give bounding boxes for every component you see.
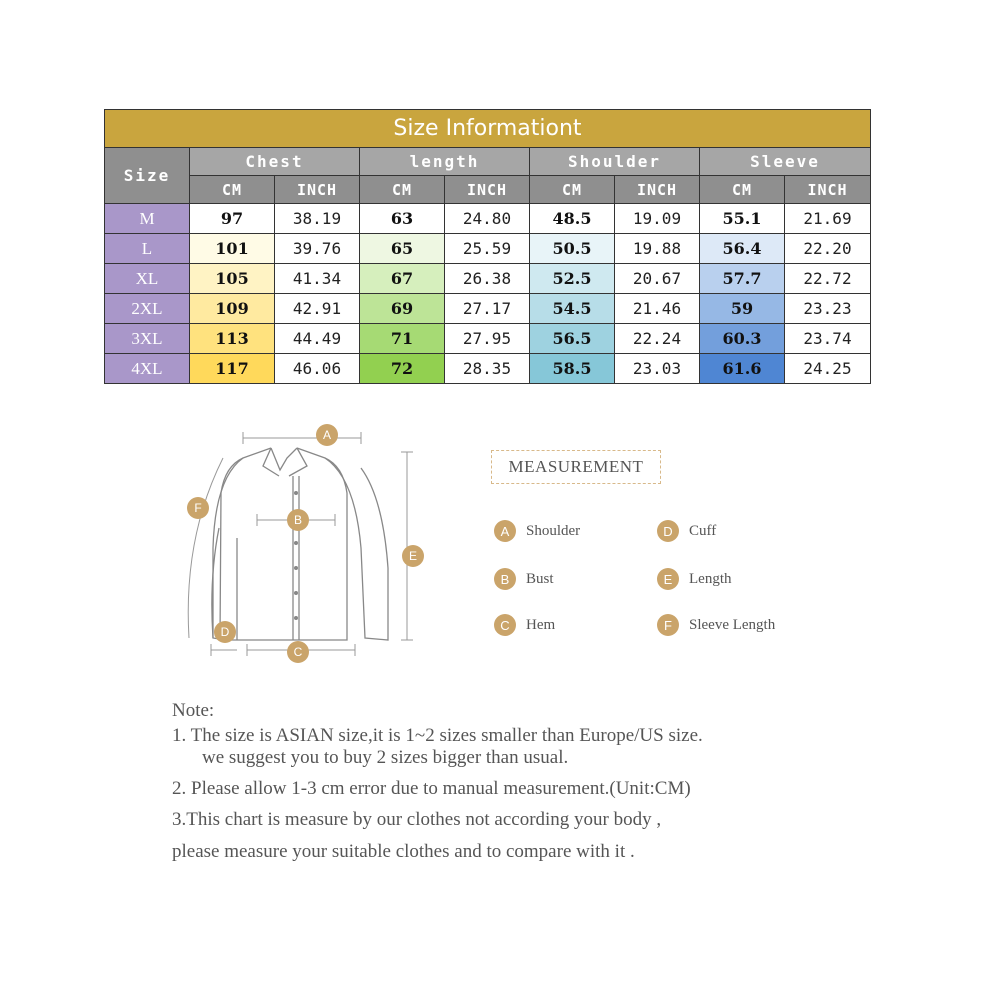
cm-cell: 57.7 [700, 264, 785, 294]
size-label: XL [105, 264, 190, 294]
note-1-line-1: 1. The size is ASIAN size,it is 1~2 sizes smaller than Europe/US size. [172, 725, 703, 746]
inch-cell: 39.76 [275, 234, 360, 264]
table-row [105, 264, 871, 294]
size-column-header: Size [105, 148, 190, 204]
inch-cell: 24.25 [785, 354, 871, 384]
cm-cell: 67 [360, 264, 445, 294]
legend-bust [494, 568, 554, 590]
inch-cell: 22.20 [785, 234, 871, 264]
inch-cell: 22.24 [615, 324, 700, 354]
unit-header: CM [530, 176, 615, 204]
badge-f-icon: F [657, 614, 679, 636]
notes-section [172, 700, 872, 863]
cm-cell: 113 [190, 324, 275, 354]
inch-cell: 23.03 [615, 354, 700, 384]
legend-label: Bust [526, 570, 554, 587]
legend-label: Cuff [689, 522, 717, 539]
inch-cell: 22.72 [785, 264, 871, 294]
legend-sleeve-length [657, 614, 775, 636]
inch-cell: 25.59 [445, 234, 530, 264]
notes-title: Note: [172, 700, 215, 721]
badge-a-icon: A [494, 520, 516, 542]
svg-text:B: B [293, 513, 303, 527]
table-title: Size Informationt [105, 110, 871, 148]
inch-cell: 38.19 [275, 204, 360, 234]
cm-cell: 56.5 [530, 324, 615, 354]
inch-cell: 44.49 [275, 324, 360, 354]
sleeve-header: Sleeve [700, 148, 871, 176]
shoulder-header: Shoulder [530, 148, 700, 176]
legend-label: Length [689, 570, 732, 587]
inch-cell: 26.38 [445, 264, 530, 294]
svg-text:C: C [293, 645, 303, 659]
cm-cell: 54.5 [530, 294, 615, 324]
badge-f-icon [187, 497, 209, 519]
svg-text:F: F [194, 501, 202, 515]
size-label: 4XL [105, 354, 190, 384]
cm-cell: 56.4 [700, 234, 785, 264]
shirt-diagram [175, 418, 445, 668]
legend-hem [494, 614, 555, 636]
badge-d-icon: D [657, 520, 679, 542]
table-row [105, 294, 871, 324]
cm-cell: 59 [700, 294, 785, 324]
note-3-line-1: 3.This chart is measure by our clothes not according your body , [172, 809, 662, 830]
badge-a-icon [316, 424, 338, 446]
legend-length [657, 568, 732, 590]
cm-cell: 58.5 [530, 354, 615, 384]
unit-header: INCH [445, 176, 530, 204]
cm-cell: 60.3 [700, 324, 785, 354]
svg-text:E: E [408, 549, 418, 563]
badge-b-icon: B [494, 568, 516, 590]
note-1 [172, 725, 872, 769]
inch-cell: 41.34 [275, 264, 360, 294]
inch-cell: 42.91 [275, 294, 360, 324]
cm-cell: 72 [360, 354, 445, 384]
inch-cell: 23.23 [785, 294, 871, 324]
cm-cell: 65 [360, 234, 445, 264]
legend-label: Shoulder [526, 522, 581, 539]
cm-cell: 109 [190, 294, 275, 324]
cm-cell: 71 [360, 324, 445, 354]
inch-cell: 23.74 [785, 324, 871, 354]
table-row [105, 354, 871, 384]
inch-cell: 24.80 [445, 204, 530, 234]
cm-cell: 97 [190, 204, 275, 234]
legend-label: Hem [526, 616, 556, 633]
cm-cell: 55.1 [700, 204, 785, 234]
cm-cell: 50.5 [530, 234, 615, 264]
unit-header: INCH [275, 176, 360, 204]
inch-cell: 27.17 [445, 294, 530, 324]
badge-b-icon [287, 509, 309, 531]
inch-cell: 19.09 [615, 204, 700, 234]
note-1-line-2: we suggest you to buy 2 sizes bigger than usual. [202, 747, 569, 768]
inch-cell: 21.46 [615, 294, 700, 324]
size-label: 3XL [105, 324, 190, 354]
unit-header: CM [700, 176, 785, 204]
inch-cell: 27.95 [445, 324, 530, 354]
cm-cell: 101 [190, 234, 275, 264]
badge-c-icon [287, 641, 309, 663]
svg-text:D: D [220, 625, 230, 639]
table-row [105, 234, 871, 264]
svg-text:A: A [322, 428, 332, 442]
cm-cell: 52.5 [530, 264, 615, 294]
badge-d-icon [214, 621, 236, 643]
note-3-line-2: please measure your suitable clothes and to compare with it . [172, 841, 635, 862]
cm-cell: 69 [360, 294, 445, 324]
badge-e-icon [402, 545, 424, 567]
measurement-heading: MEASUREMENT [491, 450, 661, 484]
cm-cell: 105 [190, 264, 275, 294]
size-label: L [105, 234, 190, 264]
table-row [105, 204, 871, 234]
size-label: 2XL [105, 294, 190, 324]
legend-cuff [657, 520, 716, 542]
cm-cell: 61.6 [700, 354, 785, 384]
cm-cell: 63 [360, 204, 445, 234]
unit-header: CM [190, 176, 275, 204]
badge-c-icon: C [494, 614, 516, 636]
unit-header: INCH [615, 176, 700, 204]
legend-label: Sleeve Length [689, 616, 776, 633]
size-table [104, 109, 871, 384]
inch-cell: 21.69 [785, 204, 871, 234]
table-row [105, 324, 871, 354]
inch-cell: 19.88 [615, 234, 700, 264]
inch-cell: 46.06 [275, 354, 360, 384]
length-header: length [360, 148, 530, 176]
size-label: M [105, 204, 190, 234]
unit-header: INCH [785, 176, 871, 204]
legend-shoulder [494, 520, 580, 542]
badge-e-icon: E [657, 568, 679, 590]
cm-cell: 117 [190, 354, 275, 384]
size-rows [105, 204, 871, 384]
cm-cell: 48.5 [530, 204, 615, 234]
inch-cell: 20.67 [615, 264, 700, 294]
note-2: 2. Please allow 1-3 cm error due to manual measurement.(Unit:CM) [172, 778, 691, 799]
inch-cell: 28.35 [445, 354, 530, 384]
unit-header: CM [360, 176, 445, 204]
chest-header: Chest [190, 148, 360, 176]
